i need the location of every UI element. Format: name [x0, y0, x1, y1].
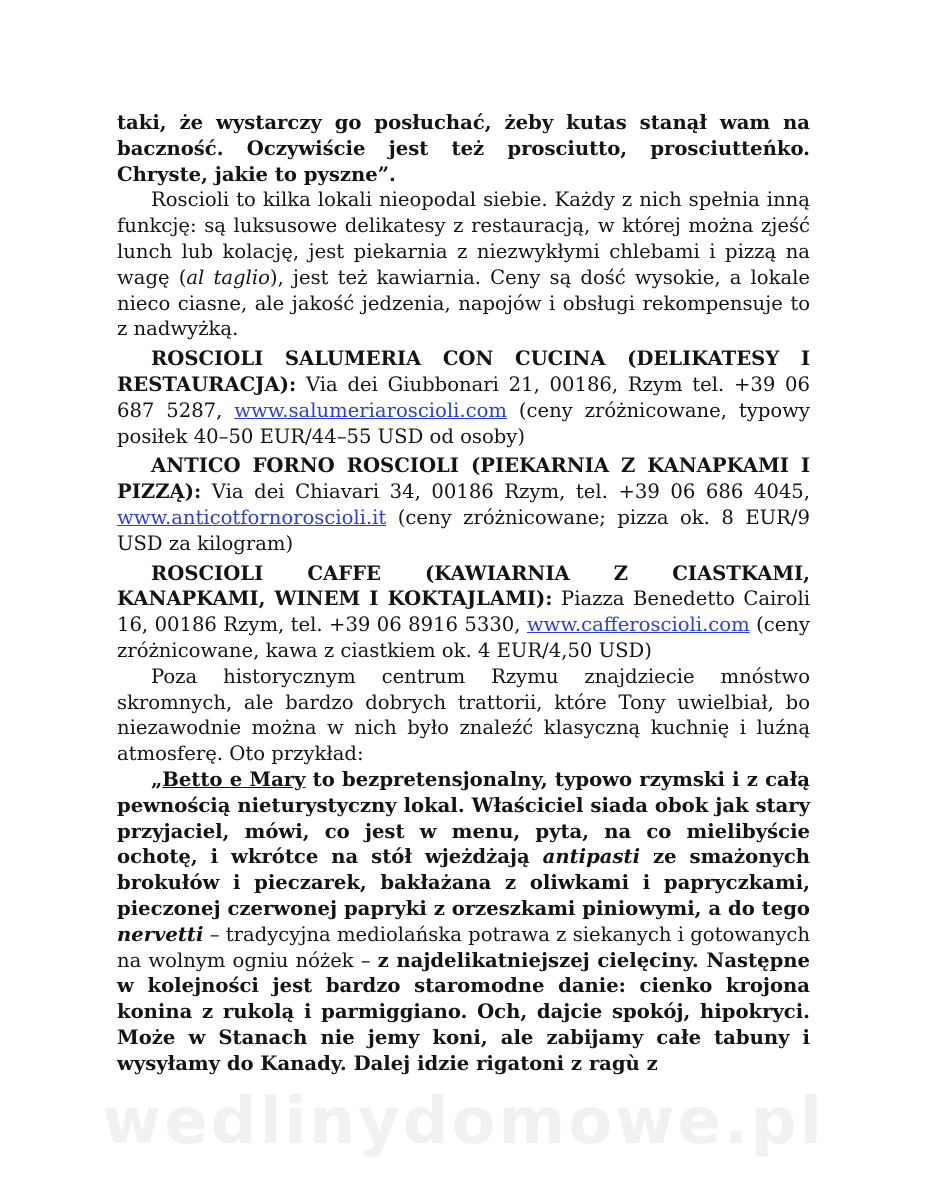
bold-text: z najdelikatniejszej cielęciny. Następne w kolejności jest bardzo staromodne danie: cienko krojona konina z rukolą i parmiggiano. Och, dajcie spokój, hipokryci. Może w Stanach nie jemy koni, ale zabijamy całe tabuny i wysyłamy do Kanady. Dalej idzie rigatoni z ragù z — [117, 948, 810, 1075]
text: ), jest też kawiarnia. Ceny są dość wysokie, a lokale nieco ciasne, ale jakość jedzenia, napojów i obsługi rekompensuje to z nadwyżką. — [117, 265, 810, 341]
website-link[interactable]: www.cafferoscioli.com — [526, 613, 750, 637]
entry-prices: (ceny zróżnicowane, kawa z ciastkiem ok. 4 EUR/4,50 USD) — [117, 613, 810, 662]
entry-forno — [117, 453, 810, 556]
entry-address: Via dei Giubbonari 21, 00186, Rzym tel. +39 06 687 5287, — [117, 372, 810, 422]
paragraph-betto-e-mary — [117, 767, 810, 1077]
place-name: Betto e Mary — [162, 767, 306, 791]
entry-name: ANTICO FORNO ROSCIOLI (PIEKARNIA Z KANAPKAMI I PIZZĄ): — [117, 454, 810, 504]
text: – tradycyjna mediolańska potrawa z siekanych i gotowanych na wolnym ogniu nóżek – — [117, 922, 810, 972]
paragraph-roscioli-intro — [117, 187, 810, 342]
watermark: wedlinydomowe.pl — [102, 1085, 825, 1159]
bold-text: ze smażonych brokułów i pieczarek, bakłażana z oliwkami i papryczkami, pieczonej czerwonej papryki z orzeszkami piniowymi, a do tego — [117, 845, 810, 920]
entry-address: Via dei Chiavari 34, 00186 Rzym, tel. +39 06 686 4045, — [201, 480, 810, 504]
bold-text: to bezpretensjonalny, typowo rzymski i z całą pewnością nieturystyczny lokal. Właściciel siada obok jak stary przyjaciel, mówi, co jest w menu, pyta, na co mielibyście ochotę, i wkrótce na stół wjeżdżają — [117, 767, 810, 869]
entry-prices: (ceny zróżnicowane; pizza ok. 8 EUR/9 USD za kilogram) — [117, 505, 810, 555]
entry-name: ROSCIOLI SALUMERIA CON CUCINA (DELIKATESY I RESTAURACJA): — [117, 347, 810, 396]
paragraph-quote-end — [117, 110, 810, 187]
entry-salumeria — [117, 346, 810, 449]
italic-term: nervetti — [117, 922, 204, 946]
italic-term: antipasti — [542, 845, 641, 869]
italic-term: al taglio — [186, 265, 270, 289]
entry-prices: (ceny zróżnicowane, typowy posiłek 40–50 EUR/44–55 USD od osoby) — [117, 398, 810, 448]
text: Roscioli to kilka lokali nieopodal siebie. Każdy z nich spełnia inną funkcję: są luksusowe delikatesy z restauracją, w której można zjeść lunch lub kolację, jest piekarnia z niezwykłymi chlebami i pizzą na wagę ( — [117, 188, 810, 289]
entry-name: ROSCIOLI CAFFE (KAWIARNIA Z CIASTKAMI, KANAPKAMI, WINEM I KOKTAJLAMI): — [117, 561, 810, 611]
document-page — [117, 110, 810, 1076]
entry-address: Piazza Benedetto Cairoli 16, 00186 Rzym, tel. +39 06 8916 5330, — [117, 587, 811, 637]
website-link[interactable]: www.salumeriaroscioli.com — [234, 398, 507, 422]
bold-text: „ — [151, 767, 163, 791]
bold-text: taki, że wystarczy go posłuchać, żeby kutas stanął wam na baczność. Oczywiście jest też prosciutto, prosciutteńko. Chryste, jakie to pyszne”. — [117, 111, 810, 186]
website-link[interactable]: www.anticotfornoroscioli.it — [117, 505, 387, 529]
paragraph-trattorie — [117, 664, 810, 767]
text: Poza historycznym centrum Rzymu znajdziecie mnóstwo skromnych, ale bardzo dobrych trattorii, które Tony uwielbiał, bo niezawodnie można w nich było znaleźć klasyczną kuchnię i luźną atmosferę. Oto przykład: — [117, 664, 810, 766]
entry-caffe — [117, 561, 810, 664]
